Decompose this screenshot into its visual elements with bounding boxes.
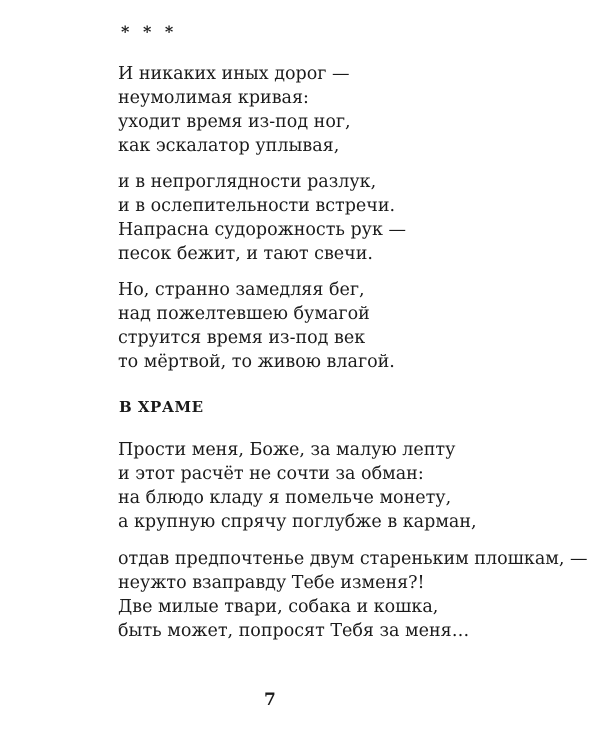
poem-line: а крупную спрячу поглубже в карман, xyxy=(118,512,477,532)
poem-line: на блюдо кладу я помельче монету, xyxy=(118,488,452,508)
poem-line: и этот расчёт не сочти за обман: xyxy=(118,464,424,484)
poem-line: и в ослепительности встречи. xyxy=(118,196,396,216)
poem2-title: В ХРАМЕ xyxy=(119,398,204,416)
poem-line: песок бежит, и тают свечи. xyxy=(118,244,373,264)
poem-line: уходит время из-под ног, xyxy=(118,112,351,132)
poem-line: Напрасна судорожность рук — xyxy=(118,220,406,240)
poem2-stanza-1 xyxy=(118,438,477,534)
poem1-stanza-3 xyxy=(118,278,395,374)
poem1-stanza-1 xyxy=(118,62,351,158)
poem-line: быть может, попросят Тебя за меня… xyxy=(118,621,470,641)
poem1-stanza-2 xyxy=(118,170,406,266)
poem-line: струится время из-под век xyxy=(118,328,366,348)
poem-line: и в непроглядности разлук, xyxy=(118,172,377,192)
poem-line: как эскалатор уплывая, xyxy=(118,136,340,156)
poem-line: Две милые твари, собака и кошка, xyxy=(118,597,439,617)
poem-line: И никаких иных дорог — xyxy=(118,64,350,84)
page-number: 7 xyxy=(264,690,276,710)
poem-line: Но, странно замедляя бег, xyxy=(118,280,365,300)
poem-line: отдав предпочтенье двум стареньким плошкам, — xyxy=(118,549,588,569)
poem-line: неужто взаправду Тебе изменя?! xyxy=(118,573,425,593)
poem-line: неумолимая кривая: xyxy=(118,88,309,108)
poem-line: над пожелтевшею бумагой xyxy=(118,304,370,324)
poem2-stanza-2 xyxy=(118,547,588,643)
poem-line: то мёртвой, то живою влагой. xyxy=(118,352,395,372)
poem-line: Прости меня, Боже, за малую лепту xyxy=(118,440,456,460)
section-separator: * * * xyxy=(121,22,178,41)
